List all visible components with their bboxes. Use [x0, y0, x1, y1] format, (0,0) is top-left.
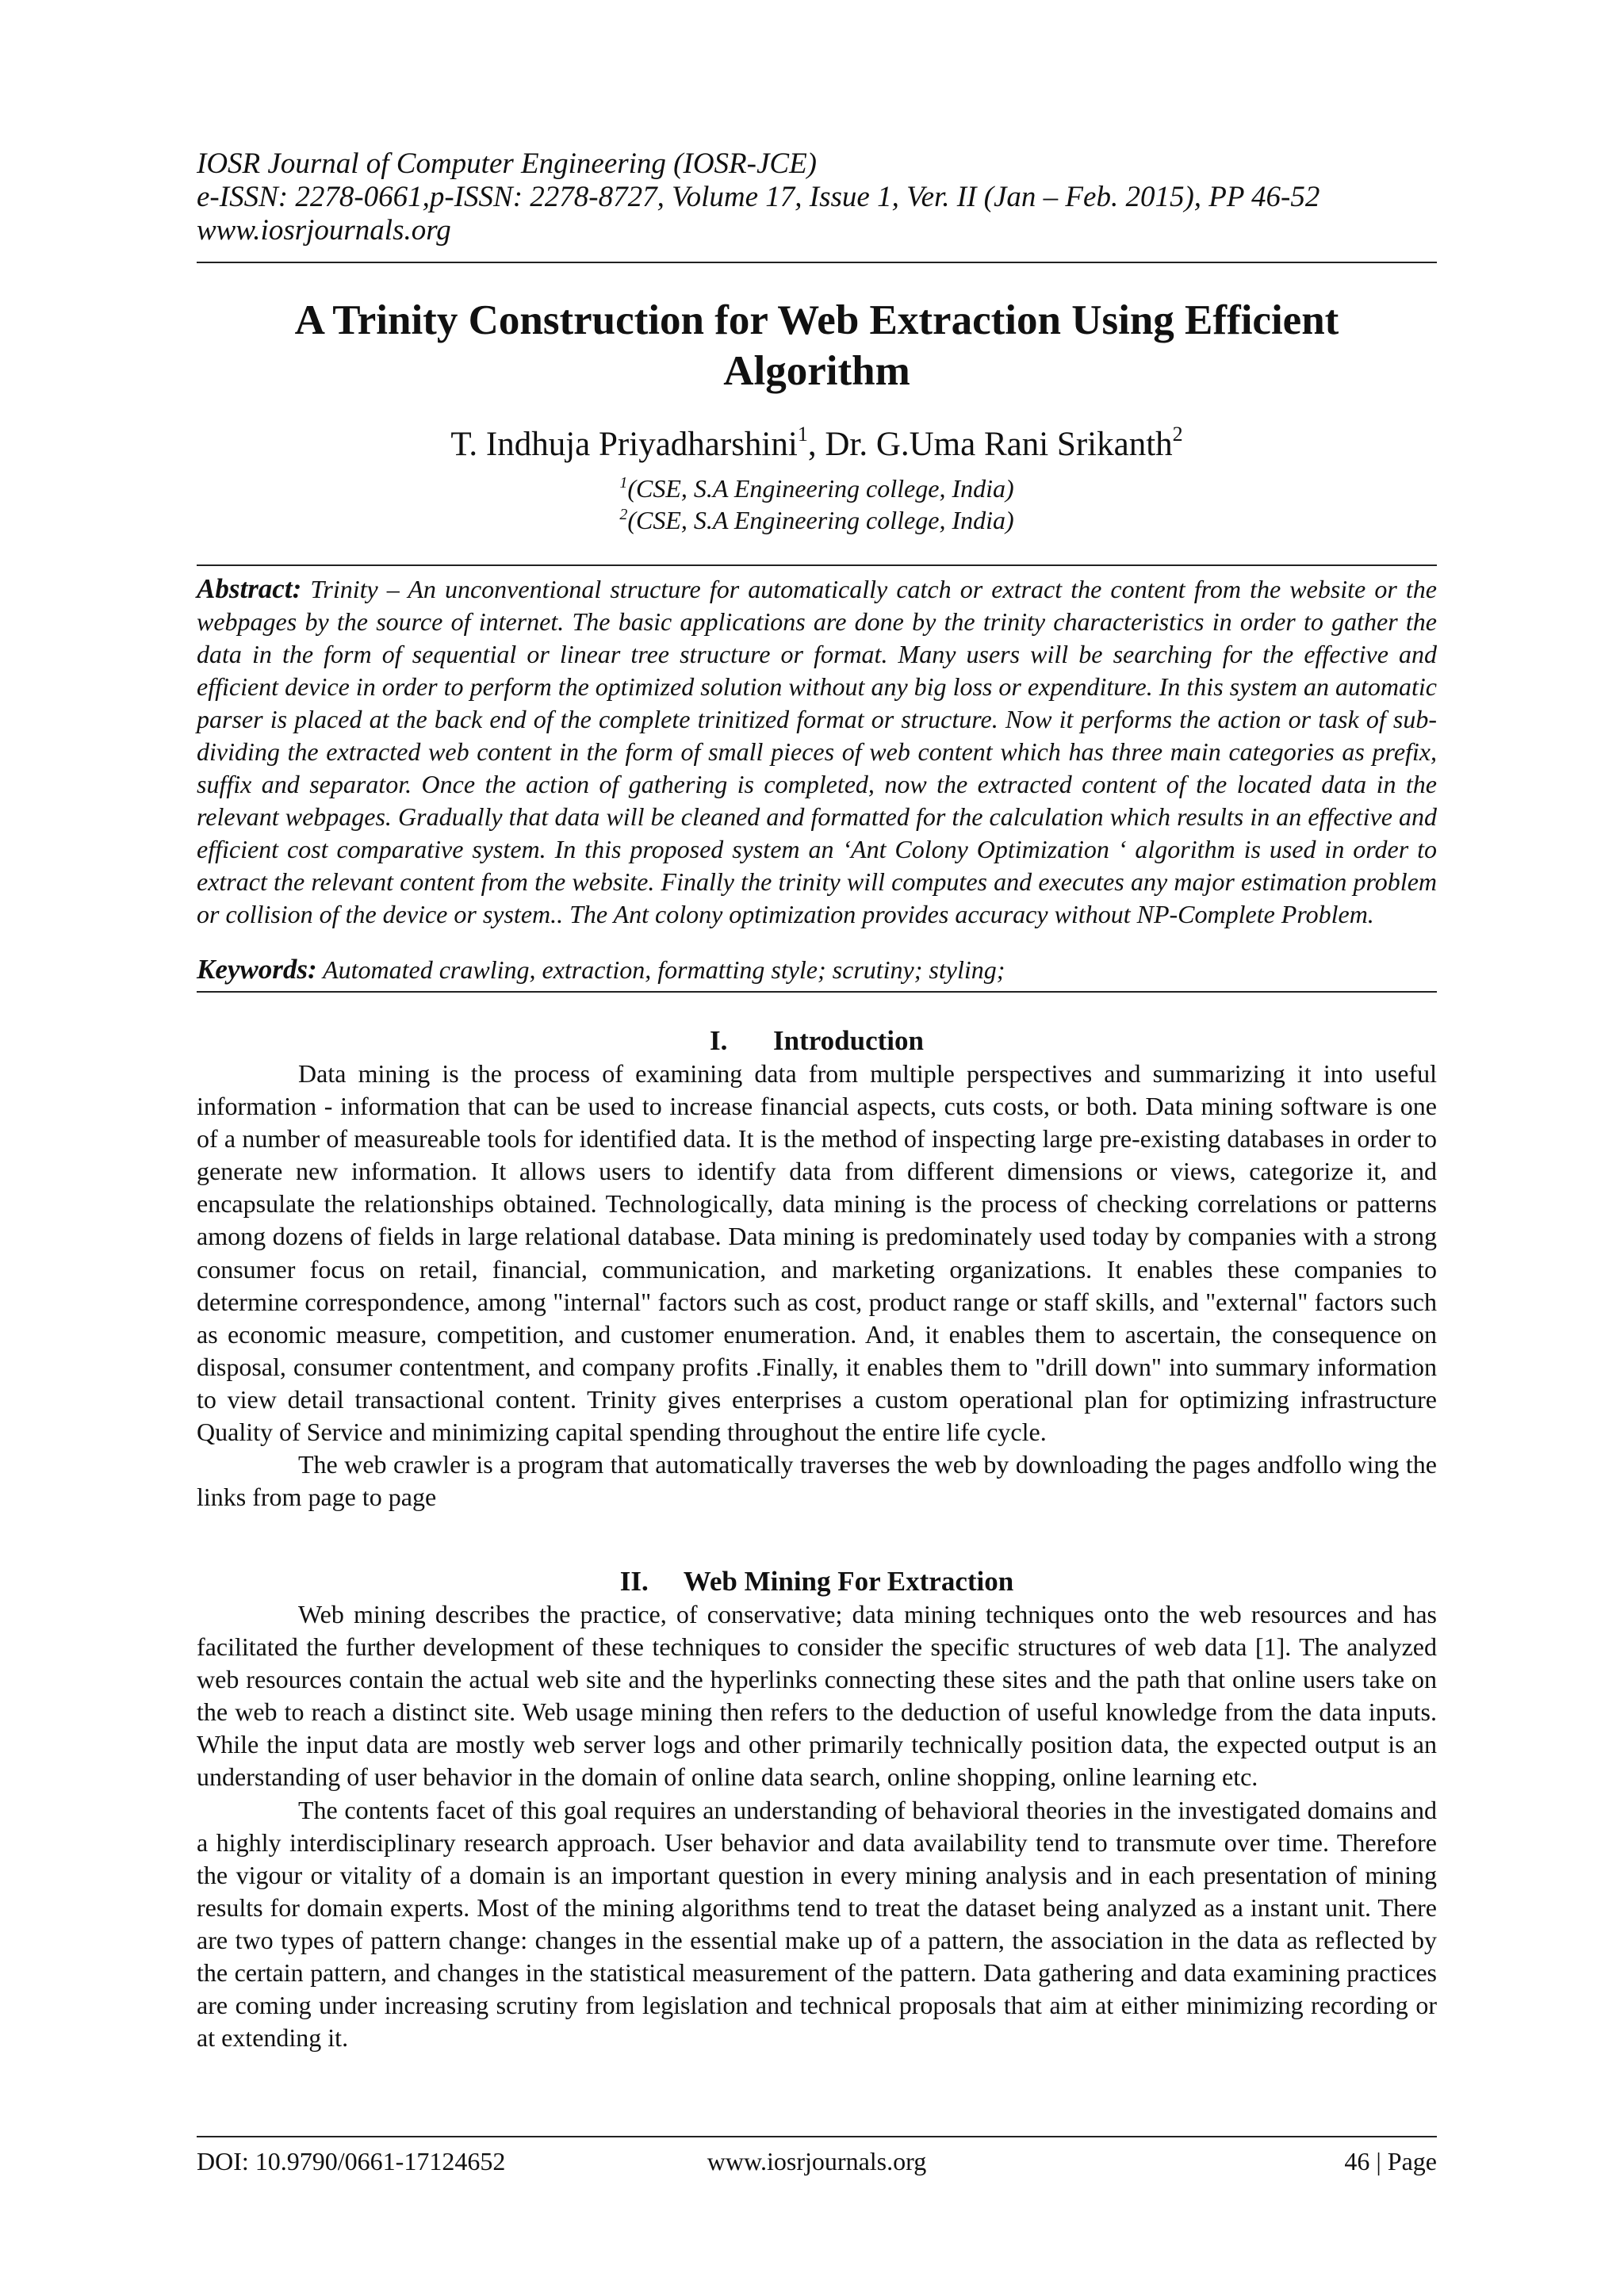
header-rule	[197, 262, 1437, 263]
affiliation-2-text: (CSE, S.A Engineering college, India)	[627, 506, 1014, 534]
abstract-text: Trinity – An unconventional structure for automatically catch or extract the content from the website or the webpages by the source of internet. The basic applications are done by the trinity characteristics in order to gather the data in the form of sequential or linear tree structure or format. Many users will be searching for the effective and efficient device in order to perform the optimized solution without any big loss or expenditure. In this system an automatic parser is placed at the back end of the complete trinitized format or structure. Now it performs the action or task of sub-dividing the extracted web content in the form of small pieces of web content which has three main categories as prefix, suffix and separator. Once the action of gathering is completed, now the extracted content of the located data in the relevant webpages. Gradually that data will be cleaned and formatted for the calculation which results in an effective and efficient cost comparative system. In this proposed system an ‘Ant Colony Optimization ‘ algorithm is used in order to extract the relevant content from the website. Finally the trinity will computes and executes any major estimation problem or collision of the device or system.. The Ant colony optimization provides accuracy without NP-Complete Problem.	[197, 575, 1438, 928]
author-1: T. Indhuja Priyadharshini	[450, 426, 798, 463]
abstract	[197, 572, 1437, 931]
title-line-1: A Trinity Construction for Web Extraction Using Efficient	[294, 297, 1339, 343]
author-1-sup: 1	[797, 423, 808, 446]
paper-title	[197, 295, 1437, 396]
section-number: I.	[710, 1025, 728, 1056]
section-heading-web-mining	[197, 1565, 1437, 1598]
author-2-sup: 2	[1172, 423, 1183, 446]
journal-website: www.iosrjournals.org	[197, 214, 451, 247]
section-heading-introduction	[197, 1024, 1437, 1058]
paragraph: Data mining is the process of examining data from multiple perspectives and summarizing it into useful information - information that can be used to increase financial aspects, cuts costs, or both. Data mining software is one of a number of measureable tools for identified data. It is the method of inspecting large pre-existing databases in order to generate new information. It allows users to identify data from different dimensions or views, categorize it, and encapsulate the relationships obtained. Technologically, data mining is the process of checking correlations or patterns among dozens of fields in large relational database. Data mining is predominately used today by companies with a strong consumer focus on retail, financial, communication, and marketing organizations. It enables these companies to determine correspondence, among "internal" factors such as cost, product range or staff skills, and "external" factors such as economic measure, competition, and customer enumeration. And, it enables them to ascertain, the consequence on disposal, consumer contentment, and company profits .Finally, it enables them to "drill down" into summary information to view detail transactional content. Trinity gives enterprises a custom operational plan for optimizing infrastructure Quality of Service and minimizing capital spending throughout the entire life cycle.	[197, 1059, 1437, 1447]
keywords-text: Automated crawling, extraction, formatting style; scrutiny; styling;	[323, 955, 1005, 984]
section-number: II.	[619, 1566, 649, 1597]
author-2: Dr. G.Uma Rani Srikanth	[825, 426, 1173, 463]
journal-name: IOSR Journal of Computer Engineering (IOSR-JCE)	[197, 147, 817, 180]
paragraph: The contents facet of this goal requires an understanding of behavioral theories in the investigated domains and a highly interdisciplinary research approach. User behavior and data availability tend to transmute over time. Therefore the vigour or vitality of a domain is an important question in every mining analysis and in each presentation of mining results for domain experts. Most of the mining algorithms tend to treat the dataset being analyzed as a instant unit. There are two types of pattern change: changes in the essential make up of a pattern, the association in the data as reflected by the certain pattern, and changes in the statistical measurement of the pattern. Data gathering and data examining practices are coming under increasing scrutiny from legislation and technical proposals that aim at either minimizing recording or at extending it.	[197, 1795, 1437, 2053]
title-line-2: Algorithm	[723, 348, 910, 394]
section-title: Web Mining For Extraction	[683, 1566, 1014, 1597]
footer-page-number: 46 | Page	[1344, 2147, 1437, 2175]
paragraph: The web crawler is a program that automatically traverses the web by downloading the pages andfollo wing the links from page to page	[197, 1450, 1437, 1512]
affiliation-2	[197, 504, 1437, 536]
abstract-top-rule	[197, 564, 1437, 566]
keywords	[197, 953, 1437, 986]
section-body-introduction	[197, 1058, 1437, 1513]
journal-header	[197, 147, 1437, 247]
journal-issn: e-ISSN: 2278-0661,p-ISSN: 2278-8727, Volume 17, Issue 1, Ver. II (Jan – Feb. 2015), PP 46-52	[197, 181, 1320, 213]
keywords-label: Keywords:	[197, 954, 317, 985]
abstract-label: Abstract:	[197, 573, 302, 604]
paragraph: Web mining describes the practice, of conservative; data mining techniques onto the web resources and has facilitated the further development of these techniques to consider the specific structures of web data [1]. The analyzed web resources contain the actual web site and the hyperlinks connecting these sites and the path that online users take on the web to reach a distinct site. Web usage mining then refers to the deduction of useful knowledge from the data inputs. While the input data are mostly web server logs and other primarily technically position data, the expected output is an understanding of user behavior in the domain of online data search, online shopping, online learning etc.	[197, 1600, 1437, 1792]
author-separator: ,	[807, 426, 825, 463]
footer-doi: DOI: 10.9790/0661-17124652	[197, 2147, 506, 2175]
abstract-bottom-rule	[197, 991, 1437, 993]
affiliation-2-sup: 2	[619, 506, 628, 523]
section-title: Introduction	[773, 1025, 924, 1056]
affiliation-1-text: (CSE, S.A Engineering college, India)	[627, 474, 1014, 503]
affiliation-1-sup: 1	[619, 474, 628, 492]
footer-rule	[197, 2136, 1437, 2137]
section-body-web-mining	[197, 1598, 1437, 2054]
author-list	[197, 425, 1437, 465]
footer-website: www.iosrjournals.org	[707, 2147, 927, 2175]
affiliation-1	[197, 473, 1437, 504]
